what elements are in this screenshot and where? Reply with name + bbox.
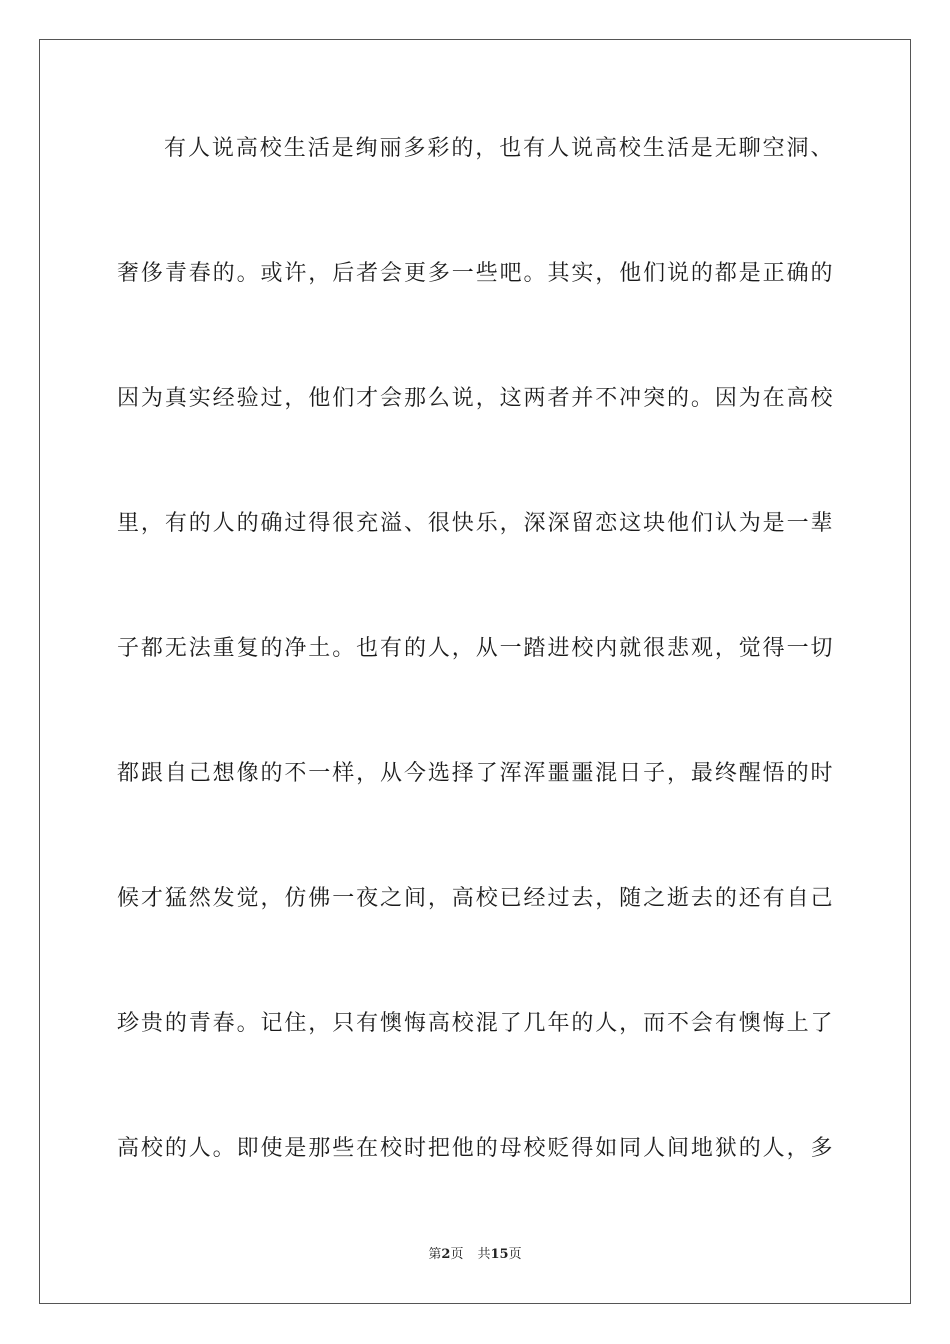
total-label-prefix: 共 xyxy=(477,1247,491,1262)
text-line-9: 高校的人。即使是那些在校时把他的母校贬得如同人间地狱的人，多 xyxy=(117,1136,833,1161)
text-line-1: 有人说高校生活是绚丽多彩的，也有人说高校生活是无聊空洞、 xyxy=(164,136,833,161)
text-line-5: 子都无法重复的净土。也有的人，从一踏进校内就很悲观，觉得一切 xyxy=(117,636,833,661)
page-label-prefix: 第 xyxy=(428,1247,442,1262)
text-line-3: 因为真实经验过，他们才会那么说，这两者并不冲突的。因为在高校 xyxy=(117,386,833,411)
total-label-suffix: 页 xyxy=(508,1247,522,1262)
page-label-suffix: 页 xyxy=(450,1247,464,1262)
total-pages: 15 xyxy=(490,1247,509,1262)
text-line-2: 奢侈青春的。或许，后者会更多一些吧。其实，他们说的都是正确的 xyxy=(117,261,833,286)
text-line-4: 里，有的人的确过得很充溢、很快乐，深深留恋这块他们认为是一辈 xyxy=(117,511,833,536)
text-line-8: 珍贵的青春。记住，只有懊悔高校混了几年的人，而不会有懊悔上了 xyxy=(117,1011,833,1036)
page-number: 2 xyxy=(441,1247,451,1262)
page-footer xyxy=(0,1247,950,1263)
page-border xyxy=(39,39,911,1304)
text-line-6: 都跟自己想像的不一样，从今选择了浑浑噩噩混日子，最终醒悟的时 xyxy=(117,761,833,786)
text-line-7: 候才猛然发觉，仿佛一夜之间，高校已经过去，随之逝去的还有自己 xyxy=(117,886,833,911)
